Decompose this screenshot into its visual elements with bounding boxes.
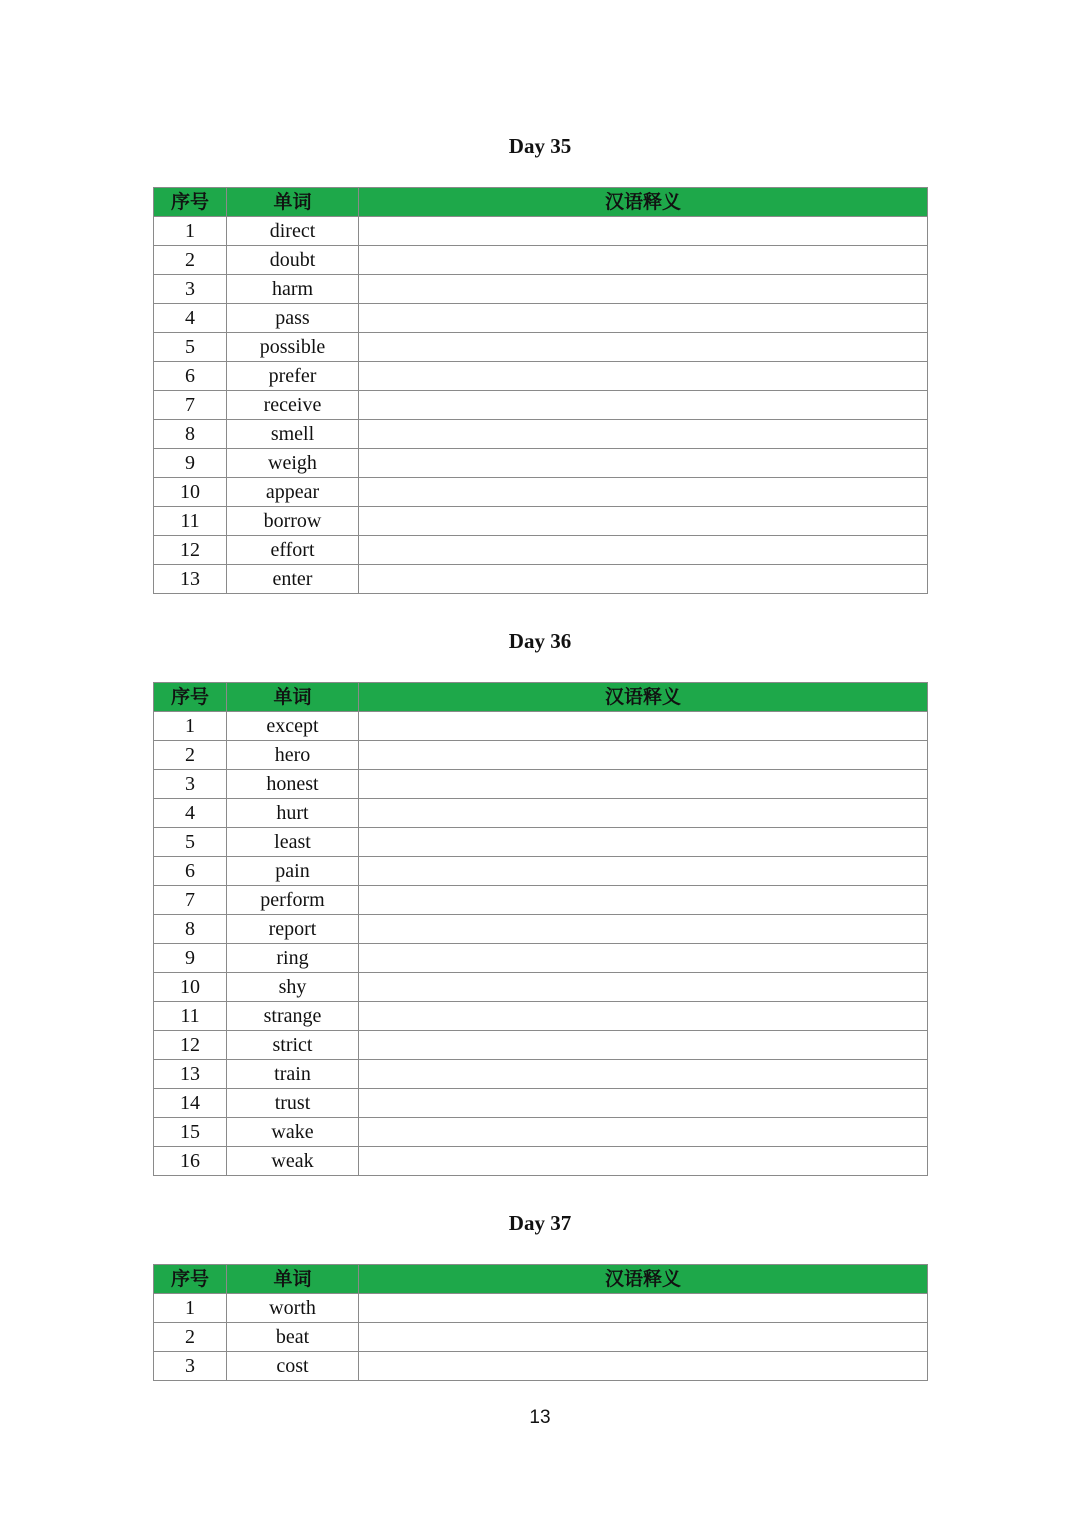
row-word: doubt (227, 246, 359, 275)
row-word: hero (227, 741, 359, 770)
table-row (154, 886, 928, 915)
row-number: 10 (154, 973, 227, 1002)
row-number: 11 (154, 1002, 227, 1031)
row-number: 15 (154, 1118, 227, 1147)
meaning-cell[interactable] (359, 565, 928, 594)
meaning-cell[interactable] (359, 275, 928, 304)
row-number: 12 (154, 536, 227, 565)
meaning-cell[interactable] (359, 973, 928, 1002)
table-row (154, 246, 928, 275)
row-number: 1 (154, 217, 227, 246)
meaning-cell[interactable] (359, 1352, 928, 1381)
row-number: 6 (154, 362, 227, 391)
meaning-cell[interactable] (359, 1118, 928, 1147)
table-row (154, 770, 928, 799)
row-word: shy (227, 973, 359, 1002)
row-word: least (227, 828, 359, 857)
table-header-row (154, 188, 928, 217)
header-meaning: 汉语释义 (359, 1265, 928, 1294)
row-number: 8 (154, 915, 227, 944)
header-word: 单词 (227, 188, 359, 217)
header-number: 序号 (154, 683, 227, 712)
meaning-cell[interactable] (359, 449, 928, 478)
meaning-cell[interactable] (359, 1031, 928, 1060)
meaning-cell[interactable] (359, 1089, 928, 1118)
row-word: weigh (227, 449, 359, 478)
table-row (154, 333, 928, 362)
meaning-cell[interactable] (359, 1294, 928, 1323)
table-row (154, 362, 928, 391)
row-number: 13 (154, 1060, 227, 1089)
meaning-cell[interactable] (359, 1002, 928, 1031)
table-row (154, 1323, 928, 1352)
row-word: cost (227, 1352, 359, 1381)
row-word: perform (227, 886, 359, 915)
row-word: direct (227, 217, 359, 246)
row-number: 4 (154, 304, 227, 333)
meaning-cell[interactable] (359, 246, 928, 275)
vocab-table (153, 187, 928, 594)
row-number: 7 (154, 886, 227, 915)
vocab-table (153, 682, 928, 1176)
row-word: smell (227, 420, 359, 449)
table-row (154, 1352, 928, 1381)
row-number: 2 (154, 1323, 227, 1352)
table-row (154, 304, 928, 333)
meaning-cell[interactable] (359, 741, 928, 770)
row-word: prefer (227, 362, 359, 391)
row-number: 12 (154, 1031, 227, 1060)
row-word: effort (227, 536, 359, 565)
header-meaning: 汉语释义 (359, 188, 928, 217)
row-number: 2 (154, 741, 227, 770)
table-row (154, 1147, 928, 1176)
row-word: trust (227, 1089, 359, 1118)
meaning-cell[interactable] (359, 886, 928, 915)
meaning-cell[interactable] (359, 944, 928, 973)
row-number: 3 (154, 1352, 227, 1381)
row-number: 9 (154, 944, 227, 973)
meaning-cell[interactable] (359, 770, 928, 799)
table-row (154, 420, 928, 449)
table-row (154, 1118, 928, 1147)
meaning-cell[interactable] (359, 478, 928, 507)
row-number: 8 (154, 420, 227, 449)
meaning-cell[interactable] (359, 536, 928, 565)
table-row (154, 857, 928, 886)
row-word: train (227, 1060, 359, 1089)
row-word: strange (227, 1002, 359, 1031)
row-number: 3 (154, 275, 227, 304)
row-word: hurt (227, 799, 359, 828)
meaning-cell[interactable] (359, 857, 928, 886)
row-word: weak (227, 1147, 359, 1176)
row-word: honest (227, 770, 359, 799)
meaning-cell[interactable] (359, 420, 928, 449)
header-number: 序号 (154, 188, 227, 217)
meaning-cell[interactable] (359, 1060, 928, 1089)
table-row (154, 712, 928, 741)
meaning-cell[interactable] (359, 362, 928, 391)
row-number: 10 (154, 478, 227, 507)
row-number: 14 (154, 1089, 227, 1118)
table-row (154, 478, 928, 507)
meaning-cell[interactable] (359, 915, 928, 944)
table-row (154, 275, 928, 304)
table-header-row (154, 683, 928, 712)
header-number: 序号 (154, 1265, 227, 1294)
table-row (154, 1294, 928, 1323)
section-title: Day 36 (508, 629, 572, 653)
row-word: ring (227, 944, 359, 973)
row-word: possible (227, 333, 359, 362)
meaning-cell[interactable] (359, 391, 928, 420)
table-row (154, 1089, 928, 1118)
row-word: appear (227, 478, 359, 507)
table-row (154, 741, 928, 770)
header-word: 单词 (227, 1265, 359, 1294)
row-word: harm (227, 275, 359, 304)
row-word: receive (227, 391, 359, 420)
table-row (154, 391, 928, 420)
table-row (154, 828, 928, 857)
row-number: 13 (154, 565, 227, 594)
table-row (154, 217, 928, 246)
section-title: Day 37 (508, 1211, 572, 1235)
meaning-cell[interactable] (359, 799, 928, 828)
row-word: pain (227, 857, 359, 886)
row-number: 2 (154, 246, 227, 275)
row-number: 1 (154, 1294, 227, 1323)
table-row (154, 536, 928, 565)
table-row (154, 1002, 928, 1031)
table-row (154, 944, 928, 973)
section-title: Day 35 (508, 134, 572, 158)
row-number: 3 (154, 770, 227, 799)
row-number: 5 (154, 333, 227, 362)
row-word: report (227, 915, 359, 944)
table-row (154, 507, 928, 536)
row-number: 16 (154, 1147, 227, 1176)
meaning-cell[interactable] (359, 507, 928, 536)
row-number: 9 (154, 449, 227, 478)
table-row (154, 449, 928, 478)
header-word: 单词 (227, 683, 359, 712)
row-word: strict (227, 1031, 359, 1060)
page-number: 13 (529, 1407, 551, 1428)
row-number: 4 (154, 799, 227, 828)
row-word: borrow (227, 507, 359, 536)
table-header-row (154, 1265, 928, 1294)
row-number: 6 (154, 857, 227, 886)
table-row (154, 1060, 928, 1089)
table-row (154, 1031, 928, 1060)
header-meaning: 汉语释义 (359, 683, 928, 712)
meaning-cell[interactable] (359, 333, 928, 362)
table-row (154, 973, 928, 1002)
row-number: 1 (154, 712, 227, 741)
row-word: worth (227, 1294, 359, 1323)
vocab-table (153, 1264, 928, 1381)
row-number: 11 (154, 507, 227, 536)
meaning-cell[interactable] (359, 1323, 928, 1352)
row-number: 7 (154, 391, 227, 420)
meaning-cell[interactable] (359, 712, 928, 741)
row-word: wake (227, 1118, 359, 1147)
meaning-cell[interactable] (359, 1147, 928, 1176)
table-row (154, 915, 928, 944)
table-row (154, 799, 928, 828)
row-word: beat (227, 1323, 359, 1352)
meaning-cell[interactable] (359, 828, 928, 857)
row-word: except (227, 712, 359, 741)
row-word: enter (227, 565, 359, 594)
table-row (154, 565, 928, 594)
row-number: 5 (154, 828, 227, 857)
row-word: pass (227, 304, 359, 333)
meaning-cell[interactable] (359, 304, 928, 333)
meaning-cell[interactable] (359, 217, 928, 246)
